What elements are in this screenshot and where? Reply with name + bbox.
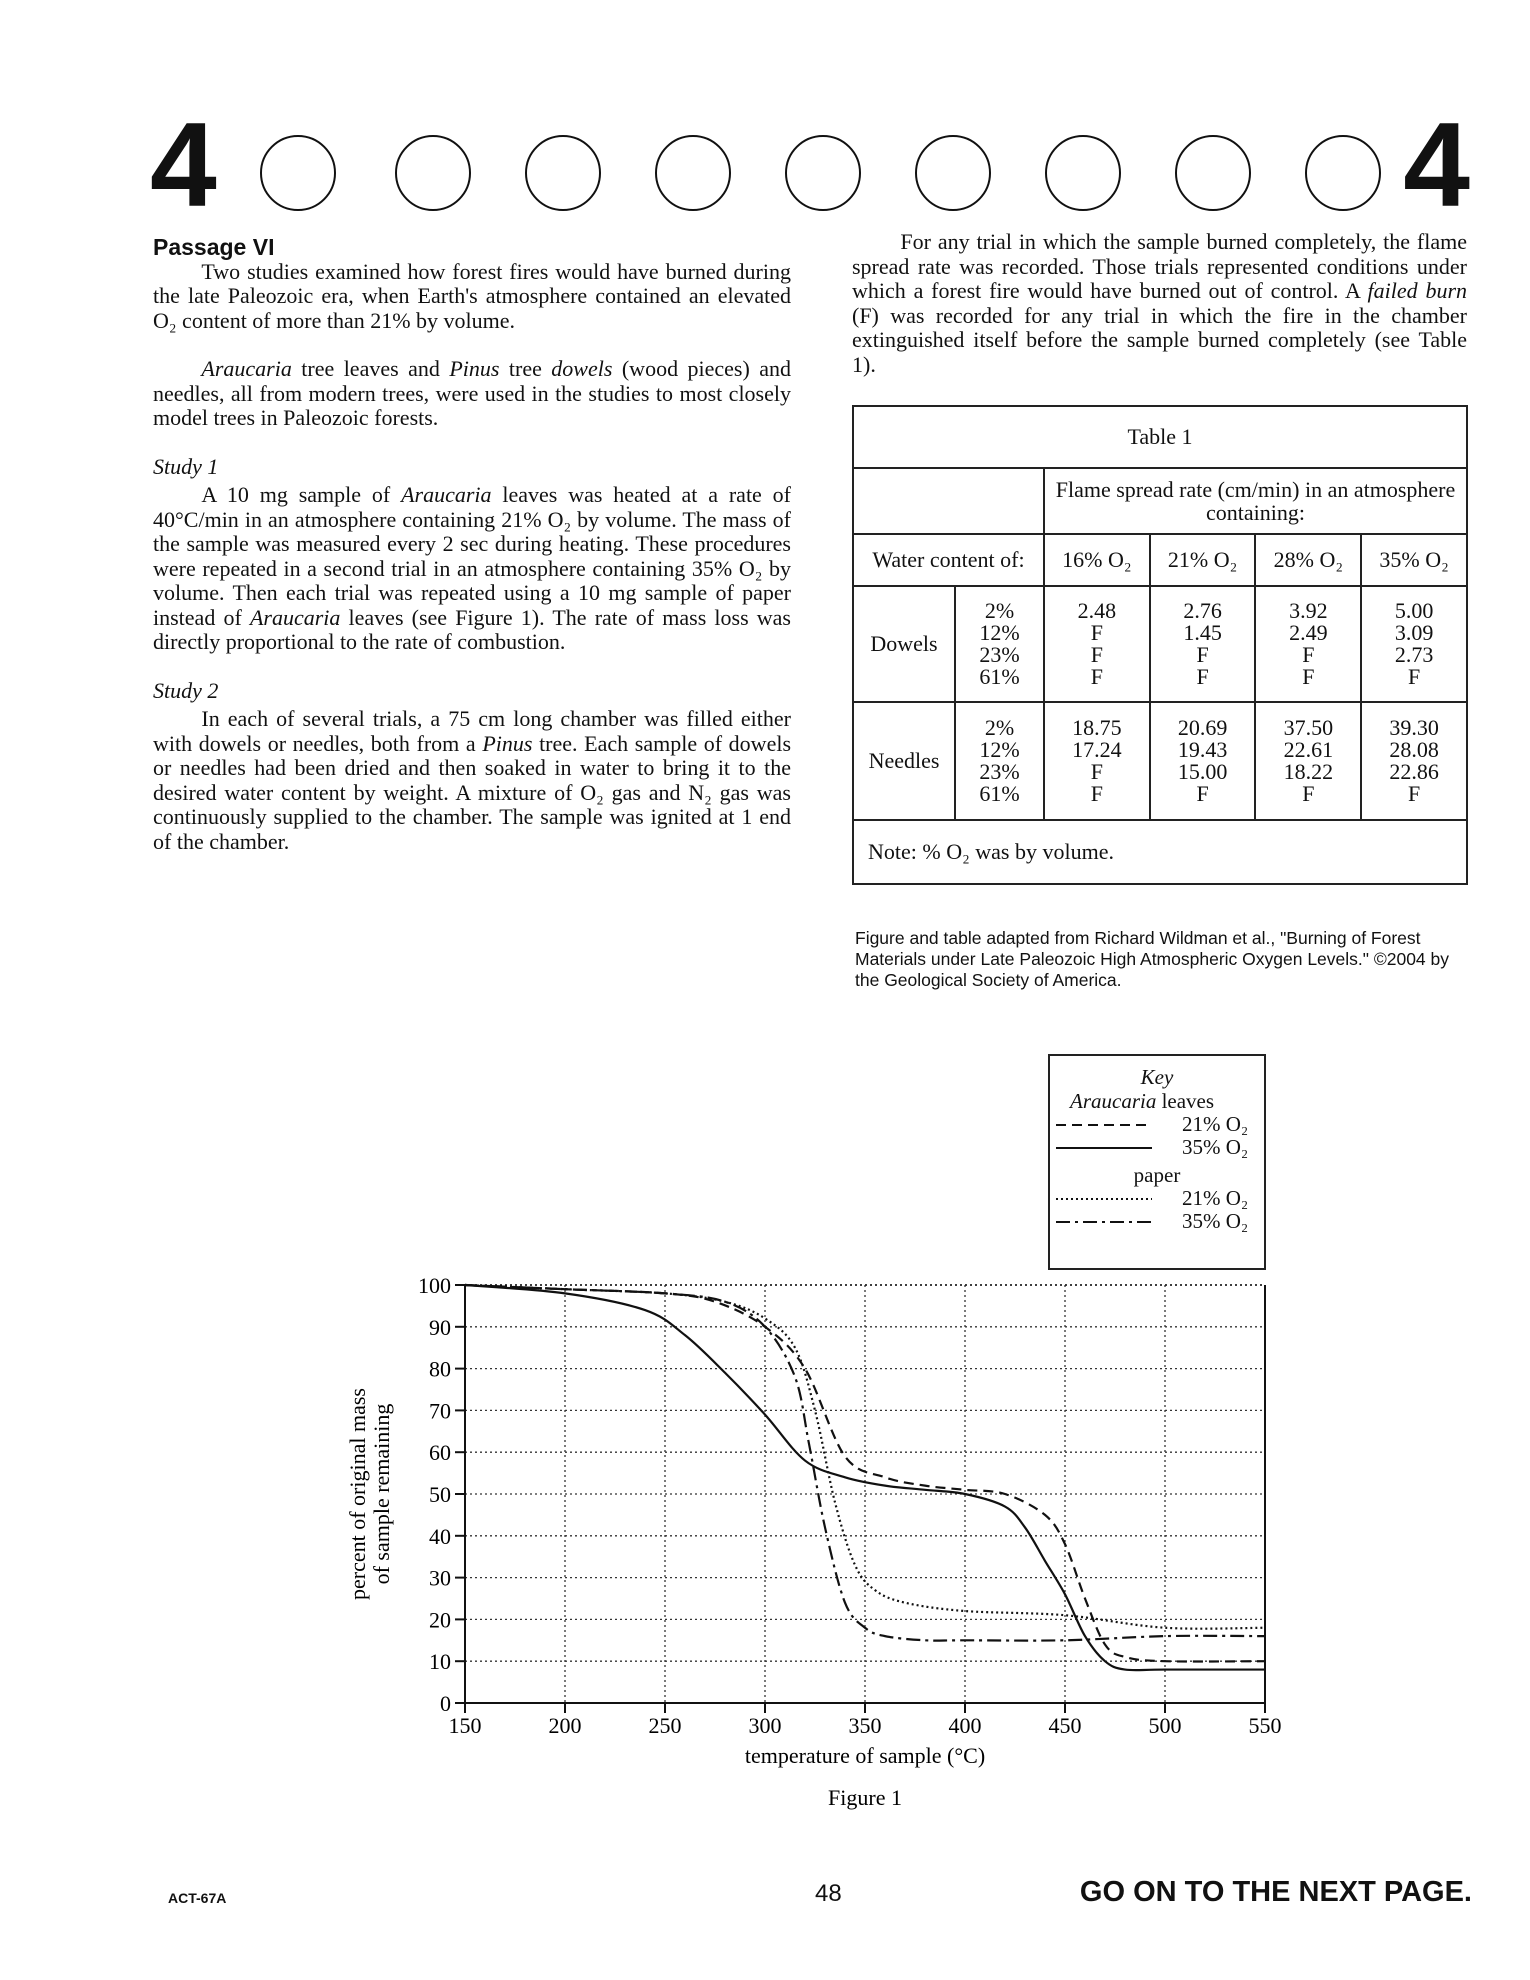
legend-entry: 35% O₂ (1182, 1135, 1249, 1159)
section-header (150, 98, 1470, 235)
y-tick-label: 0 (440, 1691, 451, 1716)
section-number-right: 4 (1403, 98, 1470, 232)
x-tick-label: 200 (548, 1713, 582, 1738)
y-axis-label: of sample remaining (369, 1403, 394, 1585)
x-axis-label: temperature of sample (°C) (744, 1743, 986, 1768)
study2-paragraph-continued: For any trial in which the sample burned completely, the flame spread rate was recorded. Those trials represented conditions under which a forest fire would have burned out of control. A failed burn (F) was recorded for any trial in which the fire in the chamber extinguished itself before the sample burned completely (see Table 1). (852, 229, 1467, 377)
legend-entry: 35% O₂ (1182, 1209, 1249, 1233)
passage-title: Passage VI (153, 234, 275, 260)
taxon-name: Araucaria (201, 356, 292, 381)
circle-icon (1045, 135, 1121, 211)
left-column (153, 235, 791, 854)
y-tick-label: 30 (429, 1565, 451, 1591)
legend-entry: 21% O₂ (1182, 1112, 1249, 1136)
y-tick-label: 80 (429, 1356, 451, 1382)
x-tick-label: 150 (448, 1713, 482, 1738)
y-tick-label: 90 (429, 1314, 451, 1340)
y-axis-label: percent of original mass (345, 1388, 370, 1600)
y-tick-label: 100 (418, 1273, 451, 1298)
materials-paragraph: Araucaria tree leaves and Pinus tree dowels (wood pieces) and needles, all from modern trees, were used in the studies to most closely model trees in Paleozoic forests. (153, 356, 792, 430)
o2-header: 28% O₂ (1255, 534, 1361, 586)
material-cell: Dowels (853, 586, 955, 702)
term: dowels (551, 356, 613, 381)
test-code: ACT-67A (168, 1890, 227, 1906)
table-row: Needles 2% 12% 23% 61% 18.75 17.24 F F 20.69 19.43 15.00 F 37.50 22.61 18.22 F 39.30 28.08 22.86 F (853, 702, 1467, 820)
y-tick-label: 10 (429, 1649, 451, 1675)
table-title: Table 1 (853, 406, 1467, 468)
figure-caption: Figure and table adapted from Richard Wildman et al., "Burning of Forest Materials under Late Paleozoic High Atmospheric Oxygen Levels." ©2004 by the Geological Society of America. (855, 928, 1450, 990)
legend-entry: 21% O₂ (1182, 1186, 1249, 1210)
o2-header: 21% O₂ (1150, 534, 1256, 586)
taxon-name: Pinus (449, 356, 500, 381)
study2-paragraph: In each of several trials, a 75 cm long chamber was filled either with dowels or needles, both from a Pinus tree. Each sample of dowels or needles had been dried and then soaked in water to bring it to the desired water content by weight. A mixture of O₂ gas and N₂ gas was continuously supplied to the chamber. The sample was ignited at 1 end of the chamber. (153, 706, 792, 854)
table-group-header: Flame spread rate (cm/min) in an atmosphere containing: (1044, 468, 1467, 534)
table-note: Note: % O₂ was by volume. (853, 820, 1467, 884)
o2-header: 35% O₂ (1361, 534, 1467, 586)
legend-group-1: Araucaria leaves (1070, 1089, 1215, 1113)
x-tick-label: 300 (748, 1713, 782, 1738)
circle-icon (260, 135, 336, 211)
chart-legend (1048, 1054, 1266, 1270)
study2-heading: Study 2 (153, 677, 219, 703)
page-number: 48 (815, 1880, 842, 1907)
circle-icon (525, 135, 601, 211)
legend-title: Key (1140, 1065, 1174, 1089)
study1-paragraph: A 10 mg sample of Araucaria leaves was heated at a rate of 40°C/min in an atmosphere containing 21% O₂ by volume. The mass of the sample was measured every 2 sec during heating. These procedures were repeated in a second trial in an atmosphere containing 35% O₂ by volume. Then each trial was repeated using a 10 mg sample of paper instead of Araucaria leaves (see Figure 1). The rate of mass loss was directly proportional to the rate of combustion. (153, 482, 791, 654)
section-number-left: 4 (150, 98, 217, 232)
circle-icon (655, 135, 731, 211)
circle-icon (395, 135, 471, 211)
o2-header: 16% O₂ (1044, 534, 1150, 586)
water-header: Water content of: (853, 534, 1044, 586)
figure-title: Figure 1 (828, 1785, 902, 1810)
y-tick-label: 50 (429, 1482, 451, 1507)
x-tick-label: 450 (1048, 1713, 1082, 1738)
circle-icon (1175, 135, 1251, 211)
table-1 (852, 405, 1468, 885)
table-row: Dowels 2% 12% 23% 61% 2.48 F F F 2.76 1.45 F F 3.92 2.49 F F 5.00 3.09 2.73 F (853, 586, 1467, 702)
circle-icon (915, 135, 991, 211)
y-tick-label: 40 (429, 1523, 451, 1549)
material-cell: Needles (853, 702, 955, 820)
circle-icon (785, 135, 861, 211)
x-tick-label: 250 (648, 1713, 682, 1738)
legend-group-2: paper (1133, 1163, 1181, 1187)
x-tick-label: 550 (1248, 1713, 1282, 1738)
next-page-note: GO ON TO THE NEXT PAGE. (1079, 1876, 1472, 1908)
y-tick-label: 20 (429, 1607, 451, 1633)
study1-heading: Study 1 (153, 453, 219, 479)
series-line-1 (465, 1285, 1265, 1670)
right-column (852, 230, 1467, 377)
circle-icon (1305, 135, 1381, 211)
x-tick-label: 400 (948, 1713, 982, 1738)
y-tick-label: 60 (429, 1440, 451, 1466)
series-line-3 (465, 1285, 1265, 1641)
x-tick-label: 350 (848, 1713, 882, 1738)
x-tick-label: 500 (1148, 1713, 1182, 1738)
intro-paragraph: Two studies examined how forest fires would have burned during the late Paleozoic era, when Earth's atmosphere contained an elevated O₂ content of more than 21% by volume. (153, 258, 791, 333)
y-tick-label: 70 (429, 1398, 451, 1424)
